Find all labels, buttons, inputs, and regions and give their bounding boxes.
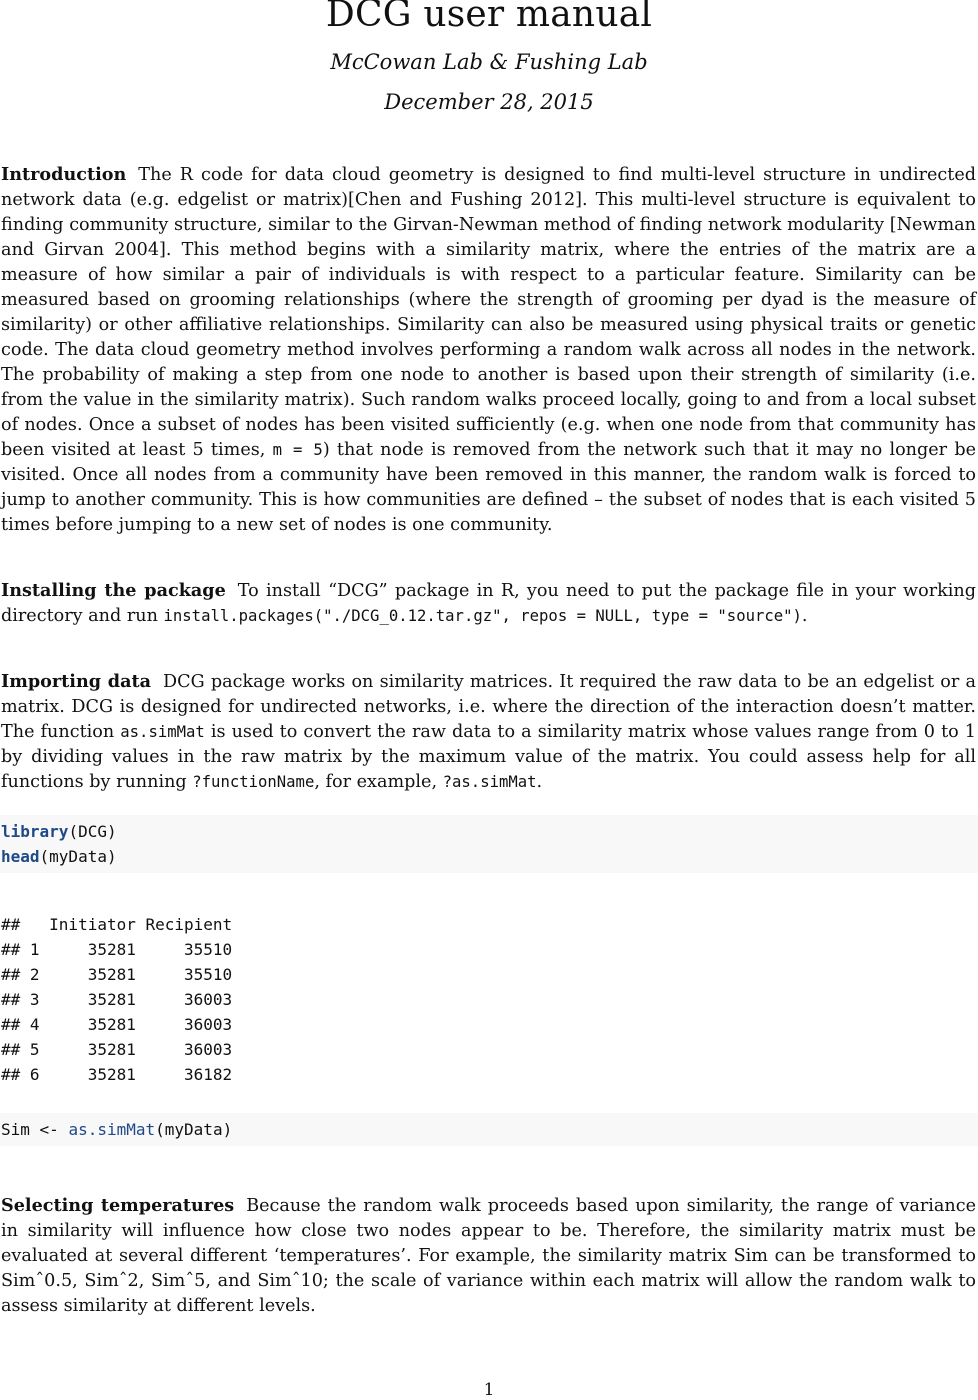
install-command-code: install.packages("./DCG_0.12.tar.gz", repos = NULL, type = "source") bbox=[163, 607, 802, 625]
introduction-heading: Introduction bbox=[1, 164, 127, 185]
introduction-paragraph bbox=[1, 162, 976, 538]
importing-text-b: is used to convert the raw data to a similarity matrix whose values range from 0 to 1 by dividing values in the raw matrix by the maximum value of the matrix. You could assess help for all functions by running bbox=[1, 722, 976, 792]
introduction-text-b: ) that node is removed from the network such that it may no longer be visited. Once all nodes from a community have been removed in this manner, the random walk is forced to jump to another community. This is how communities are defined – the subset of nodes that is each visited 5 times before jumping to a new set of nodes is one community. bbox=[1, 440, 976, 535]
importing-heading: Importing data bbox=[1, 671, 152, 692]
output-header: ## Initiator Recipient bbox=[1, 915, 233, 934]
document-date: December 28, 2015 bbox=[384, 90, 594, 114]
importing-text-d: . bbox=[536, 772, 543, 792]
page-number: 1 bbox=[483, 1380, 495, 1400]
temperatures-paragraph bbox=[1, 1193, 976, 1319]
code-block-library bbox=[0, 815, 978, 873]
code-fn-assimmat: as.simMat bbox=[68, 1120, 156, 1139]
output-row: ## 6 35281 36182 bbox=[1, 1065, 233, 1084]
code-arg-library: (DCG) bbox=[68, 822, 117, 841]
output-row: ## 4 35281 36003 bbox=[1, 1015, 233, 1034]
installing-text-a: To install “DCG” package in R, you need to put the package file in your working directory and run bbox=[1, 581, 976, 626]
output-row: ## 1 35281 35510 bbox=[1, 940, 233, 959]
importing-text-c: , for example, bbox=[314, 772, 443, 792]
output-row: ## 5 35281 36003 bbox=[1, 1040, 233, 1059]
importing-code-fn: as.simMat bbox=[120, 723, 205, 741]
installing-text-b: . bbox=[801, 606, 808, 626]
installing-heading: Installing the package bbox=[1, 580, 226, 601]
code-arg-simmat: (myData) bbox=[155, 1120, 233, 1139]
code-arg-head: (myData) bbox=[39, 847, 117, 866]
introduction-code-m: m = 5 bbox=[272, 441, 323, 459]
document-authors: McCowan Lab & Fushing Lab bbox=[330, 50, 648, 74]
code-fn-library: library bbox=[1, 822, 69, 841]
introduction-text-a: The R code for data cloud geometry is designed to find multi-level structure in undirected network data (e.g. edgelist or matrix)[Chen and Fushing 2012]. This multi-level structure is equivalent to finding community structure, similar to the Girvan-Newman method of finding network modularity [Newman and Girvan 2004]. This method begins with a similarity matrix, where the entries of the matrix are a measure of how similar a pair of individuals is with respect to a particular feature. Similarity can be measured based on grooming relationships (where the strength of grooming per dyad is the measure of similarity) or other affiliative relationships. Similarity can also be measured using physical traits or genetic code. The data cloud geometry method involves performing a random walk across all nodes in the network. The probability of making a step from one node to another is based upon their strength of similarity (i.e. from the value in the similarity matrix). Such random walks proceed locally, going to and from a local subset of nodes. Once a subset of nodes has been visited sufficiently (e.g. when one node from that community has been visited at least 5 times, bbox=[1, 165, 976, 460]
importing-code-example: ?as.simMat bbox=[442, 773, 537, 791]
output-row: ## 3 35281 36003 bbox=[1, 990, 233, 1009]
temperatures-text: Because the random walk proceeds based upon similarity, the range of variance in similarity will influence how close two nodes appear to be. Therefore, the similarity matrix must be evaluated at several different ‘temperatures’. For example, the similarity matrix Sim can be transformed to Simˆ0.5, Simˆ2, Simˆ5, and Simˆ10; the scale of variance within each matrix will allow the random walk to assess similarity at different levels. bbox=[1, 1196, 976, 1316]
importing-text-a: DCG package works on similarity matrices. It required the raw data to be an edgelist or a matrix. DCG is designed for undirected networks, i.e. where the direction of the interaction doesn’t matter. The function bbox=[1, 672, 976, 742]
installing-paragraph bbox=[1, 578, 976, 629]
code-fn-head: head bbox=[1, 847, 40, 866]
temperatures-heading: Selecting temperatures bbox=[1, 1195, 235, 1216]
code-prefix-sim: Sim <- bbox=[1, 1120, 69, 1139]
code-block-simmat bbox=[0, 1113, 978, 1146]
document-title: DCG user manual bbox=[325, 0, 653, 35]
importing-paragraph bbox=[1, 669, 976, 795]
output-table bbox=[1, 912, 976, 1087]
importing-code-help: ?functionName bbox=[192, 773, 315, 791]
output-row: ## 2 35281 35510 bbox=[1, 965, 233, 984]
